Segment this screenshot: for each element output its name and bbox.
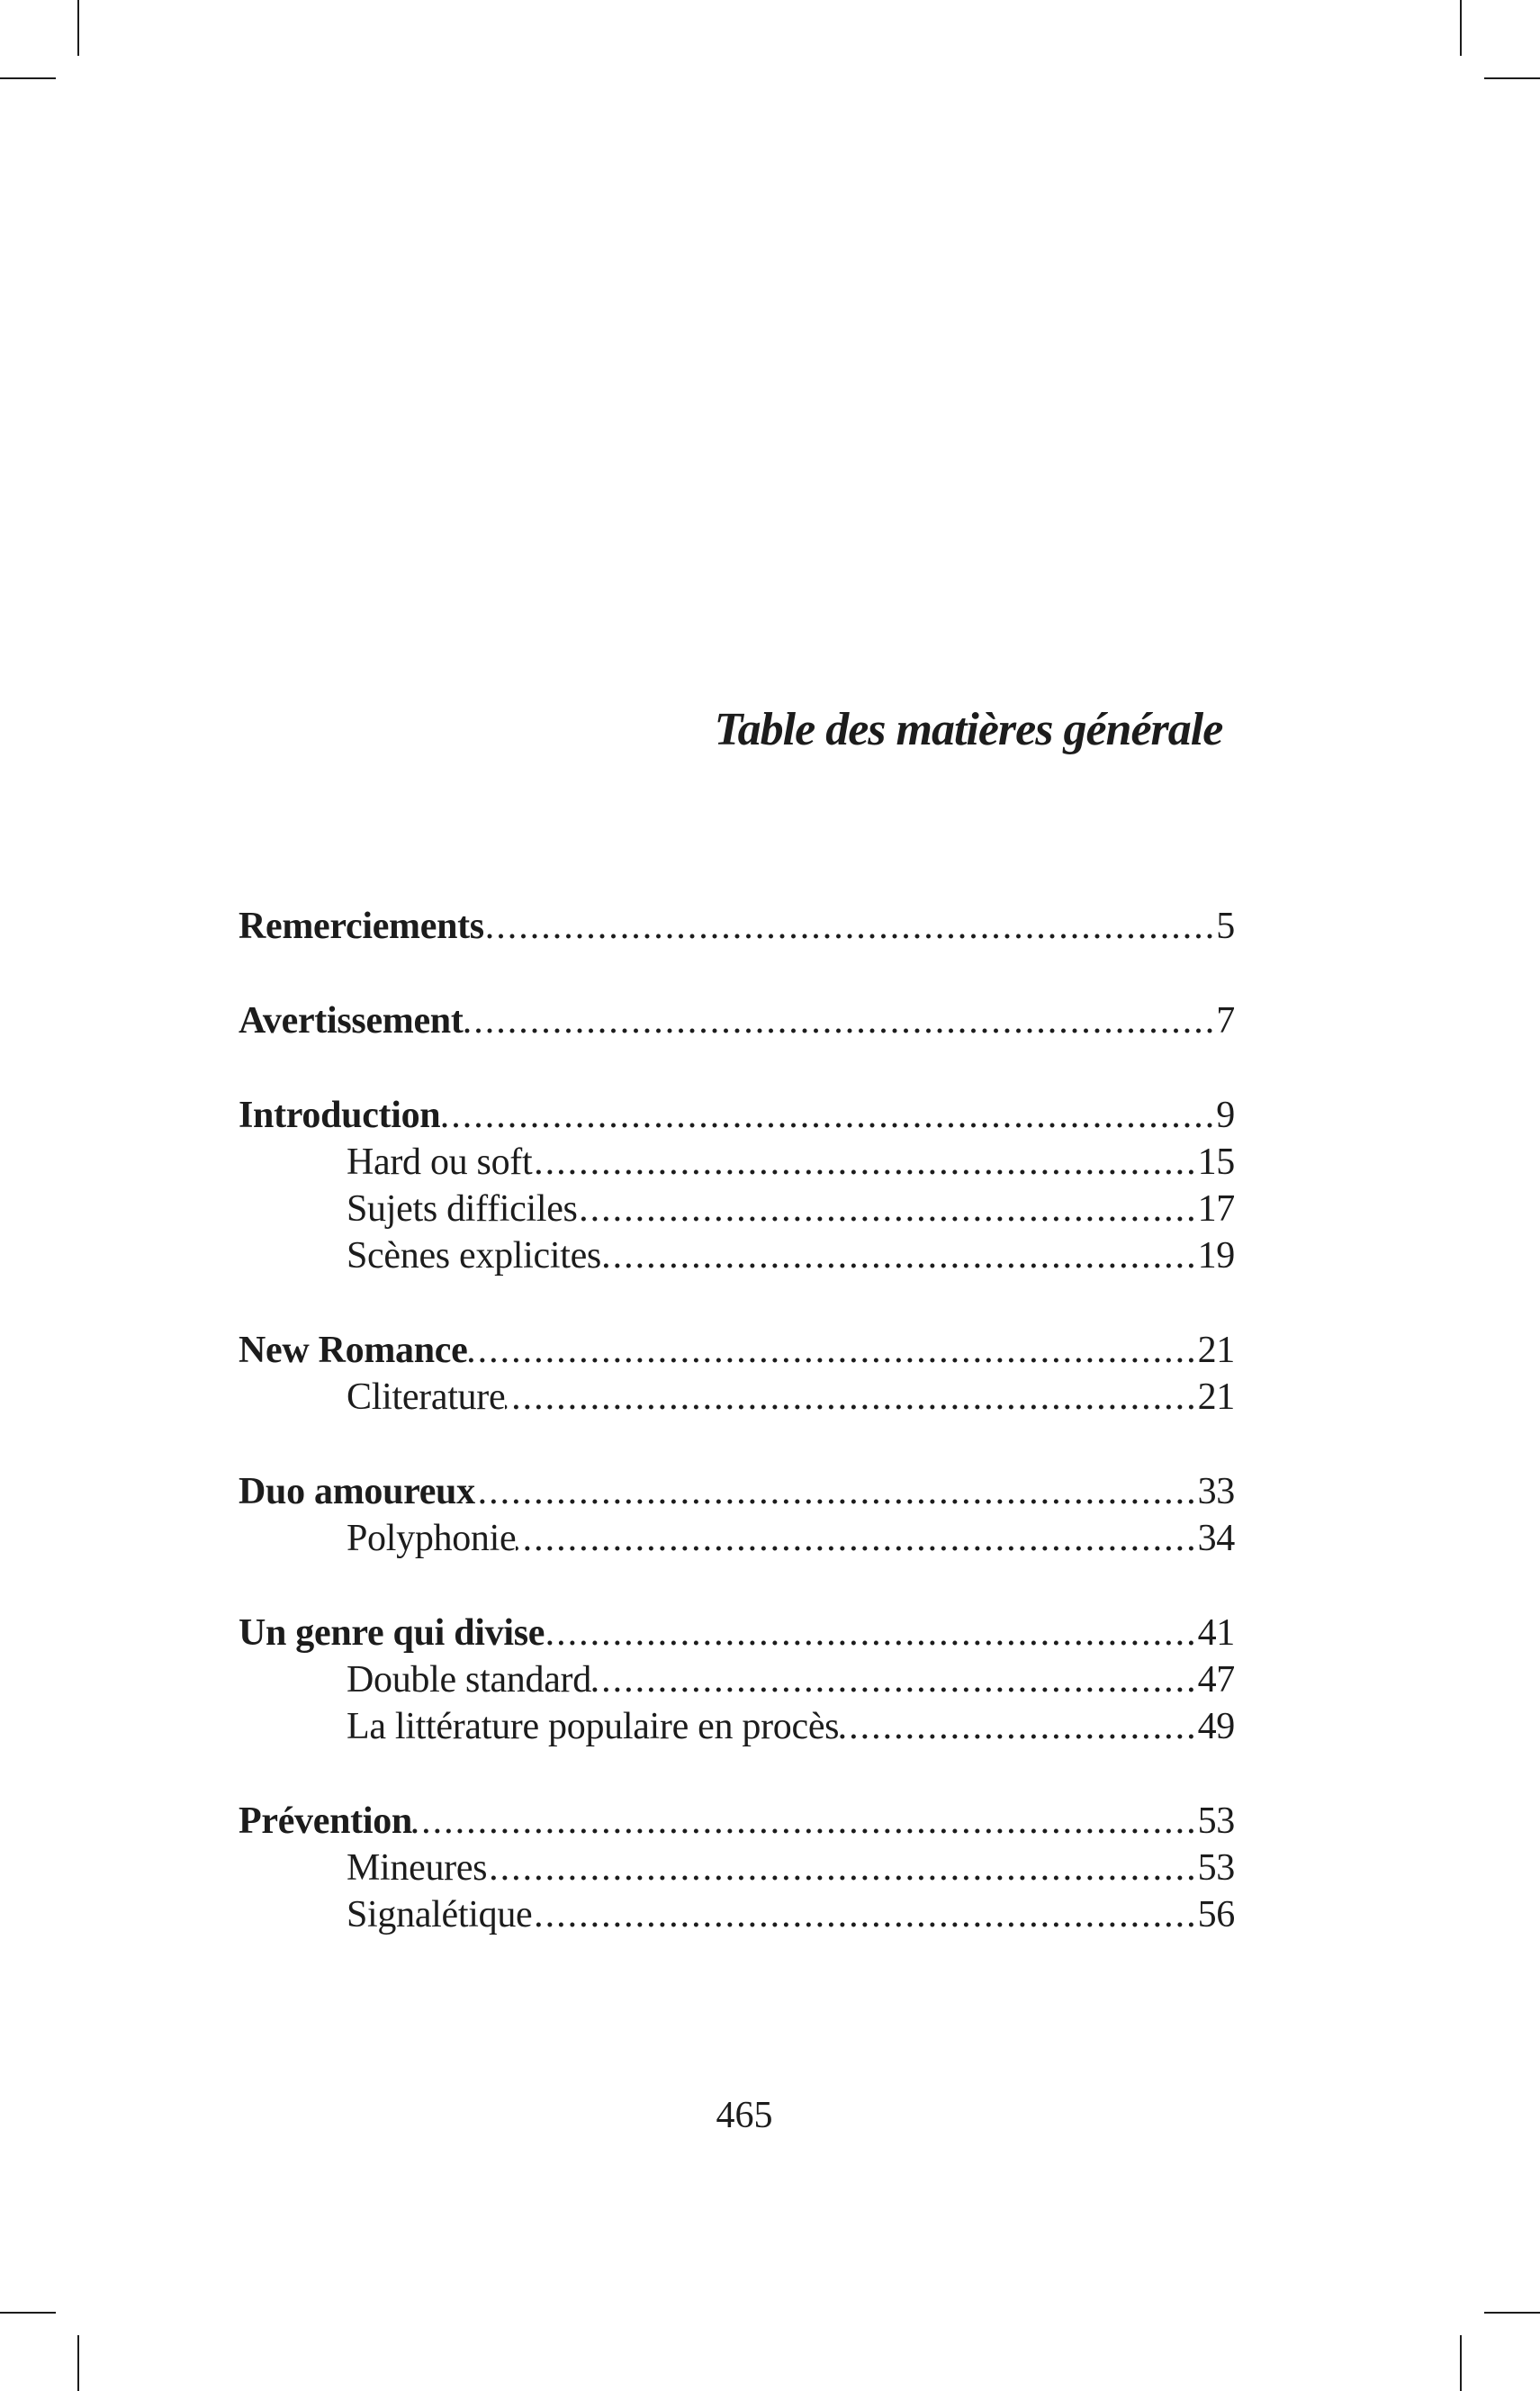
toc-section <box>239 1798 1235 1938</box>
toc-entry-page: 15 <box>1197 1141 1235 1183</box>
toc-entry <box>239 1092 1235 1139</box>
leader-dots <box>532 1891 1197 1938</box>
toc-entry-page: 53 <box>1197 1847 1235 1889</box>
toc-entry-label: Prévention <box>239 1800 412 1842</box>
leader-dots <box>487 1845 1197 1891</box>
toc-entry <box>239 903 1235 950</box>
toc-subentry <box>239 1374 1235 1421</box>
leader-dots <box>505 1374 1197 1421</box>
toc-subentry <box>239 1656 1235 1703</box>
toc-entry-label: Hard ou soft <box>347 1141 533 1183</box>
toc-entry-page: 5 <box>1216 906 1235 947</box>
toc-subentry <box>239 1845 1235 1891</box>
toc-entry-label: Avertissement <box>239 1000 464 1042</box>
folio-page-number: 465 <box>716 2095 773 2136</box>
toc-entry-label: Cliterature <box>347 1376 506 1418</box>
toc-entry-page: 9 <box>1216 1095 1235 1136</box>
leader-dots <box>440 1092 1216 1139</box>
toc-entry-page: 41 <box>1197 1612 1235 1654</box>
toc-entry <box>239 1610 1235 1656</box>
toc-entry <box>239 1327 1235 1374</box>
crop-mark-top-right-horizontal <box>1484 77 1540 79</box>
crop-mark-top-right-vertical <box>1460 0 1462 56</box>
toc-entry-page: 33 <box>1197 1471 1235 1512</box>
toc-section <box>239 997 1235 1044</box>
crop-mark-top-left-vertical <box>77 0 79 56</box>
toc-entry-label: Un genre qui divise <box>239 1612 545 1654</box>
toc-section <box>239 1610 1235 1750</box>
toc-entry-label: Scènes explicites <box>347 1235 601 1277</box>
toc-entry-page: 56 <box>1197 1894 1235 1935</box>
leader-dots <box>412 1798 1198 1845</box>
leader-dots <box>484 903 1216 950</box>
toc-entry-label: Introduction <box>239 1095 441 1136</box>
toc-subentry <box>239 1139 1235 1186</box>
toc-section <box>239 903 1235 950</box>
leader-dots <box>532 1139 1197 1186</box>
toc-subentry <box>239 1515 1235 1562</box>
leader-dots <box>578 1186 1198 1232</box>
toc-entry <box>239 1798 1235 1845</box>
toc-section <box>239 1327 1235 1421</box>
toc-subentry <box>239 1891 1235 1938</box>
toc-entry-page: 21 <box>1197 1376 1235 1418</box>
crop-mark-bottom-left-horizontal <box>0 2312 56 2314</box>
toc-entry-label: La littérature populaire en procès <box>347 1706 840 1747</box>
leader-dots <box>545 1610 1198 1656</box>
toc-subentry <box>239 1186 1235 1232</box>
leader-dots <box>516 1515 1197 1562</box>
toc-entry-page: 47 <box>1197 1659 1235 1701</box>
toc-entry-label: Remerciements <box>239 906 484 947</box>
toc-section <box>239 1092 1235 1279</box>
toc-entry-label: Double standard <box>347 1659 591 1701</box>
toc-entry <box>239 997 1235 1044</box>
toc-entry-page: 53 <box>1197 1800 1235 1842</box>
toc-subentry <box>239 1232 1235 1279</box>
toc-entry-label: Polyphonie <box>347 1518 517 1559</box>
crop-mark-bottom-right-horizontal <box>1484 2312 1540 2314</box>
leader-dots <box>475 1468 1198 1515</box>
toc-entry-label: Duo amoureux <box>239 1471 475 1512</box>
crop-mark-bottom-left-vertical <box>77 2335 79 2391</box>
leader-dots <box>591 1656 1198 1703</box>
toc-section <box>239 1468 1235 1562</box>
toc-entry-page: 21 <box>1197 1330 1235 1371</box>
leader-dots <box>839 1703 1197 1750</box>
page-title: Table des matières générale <box>714 704 1223 755</box>
crop-mark-bottom-right-vertical <box>1460 2335 1462 2391</box>
toc-entry-label: Mineures <box>347 1847 488 1889</box>
toc-entry-page: 49 <box>1197 1706 1235 1747</box>
leader-dots <box>467 1327 1197 1374</box>
toc-entry-label: New Romance <box>239 1330 468 1371</box>
toc-list <box>239 903 1235 1938</box>
toc-entry <box>239 1468 1235 1515</box>
toc-entry-page: 19 <box>1197 1235 1235 1277</box>
toc-entry-page: 34 <box>1197 1518 1235 1559</box>
crop-mark-top-left-horizontal <box>0 77 56 79</box>
toc-subentry <box>239 1703 1235 1750</box>
toc-entry-label: Sujets difficiles <box>347 1188 578 1230</box>
toc-entry-label: Signalétique <box>347 1894 533 1935</box>
toc-entry-page: 17 <box>1197 1188 1235 1230</box>
leader-dots <box>601 1232 1198 1279</box>
toc-entry-page: 7 <box>1216 1000 1235 1042</box>
leader-dots <box>464 997 1217 1044</box>
